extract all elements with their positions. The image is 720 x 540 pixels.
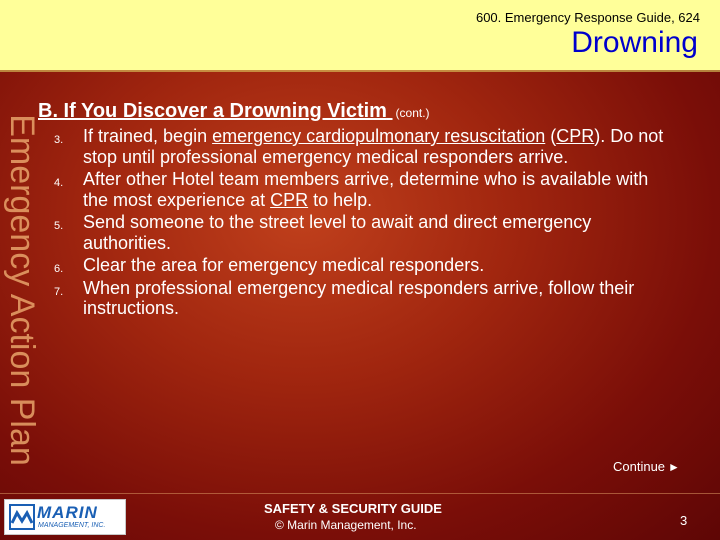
list-item-step-6 [38, 255, 678, 276]
footer-divider [0, 493, 720, 494]
section-heading [38, 100, 678, 123]
logo-subtitle: MANAGEMENT, INC. [38, 522, 106, 529]
page-number: 3 [680, 513, 688, 528]
step-text: Send someone to the street level to await and direct emergency authorities. [83, 212, 592, 253]
step-text: ). Do not stop until professional emergency medical responders arrive. [83, 126, 664, 167]
list-item-step-3 [38, 126, 678, 167]
logo-mark-icon [9, 504, 35, 530]
footer-title: SAFETY & SECURITY GUIDE [264, 501, 442, 516]
list-item-step-7 [38, 278, 678, 319]
logo-name: MARIN [37, 503, 98, 522]
page-title: Drowning [571, 26, 698, 59]
header-bar [0, 0, 720, 70]
company-logo [4, 499, 126, 535]
header-divider [0, 70, 720, 72]
step-number: 3. [54, 134, 64, 146]
vertical-section-label: Emergency Action Plan [3, 114, 41, 466]
guide-title: 600. Emergency Response Guide, 624 [475, 10, 700, 25]
content-area [38, 100, 678, 321]
cpr-link[interactable]: CPR [270, 189, 309, 210]
step-text: to help. [308, 189, 373, 210]
step-number: 6. [54, 263, 64, 275]
list-item-step-5 [38, 212, 678, 253]
step-text: ( [545, 126, 557, 146]
step-text: After other Hotel team members arrive, determine who is available with the most experience at [83, 169, 649, 210]
step-text: Clear the area for emergency medical responders. [83, 255, 485, 275]
continue-button[interactable] [613, 459, 680, 474]
section-heading-text: B. If You Discover a Drowning Victim [38, 100, 387, 122]
step-text: If trained, begin [83, 126, 213, 146]
cpr-term-link[interactable]: emergency cardiopulmonary resuscitation [212, 126, 546, 146]
step-number: 5. [54, 220, 64, 232]
step-number: 7. [54, 285, 64, 298]
play-arrow-icon: ► [668, 460, 680, 474]
list-item-step-4 [38, 169, 678, 210]
steps-list [38, 126, 678, 319]
continued-label: (cont.) [395, 106, 430, 120]
step-text: When professional emergency medical responders arrive, follow their instructions. [83, 277, 635, 318]
continue-label: Continue [613, 459, 666, 474]
step-number: 4. [54, 177, 64, 189]
footer-copyright: © Marin Management, Inc. [275, 518, 417, 532]
cpr-abbrev-link[interactable]: CPR [556, 126, 595, 146]
